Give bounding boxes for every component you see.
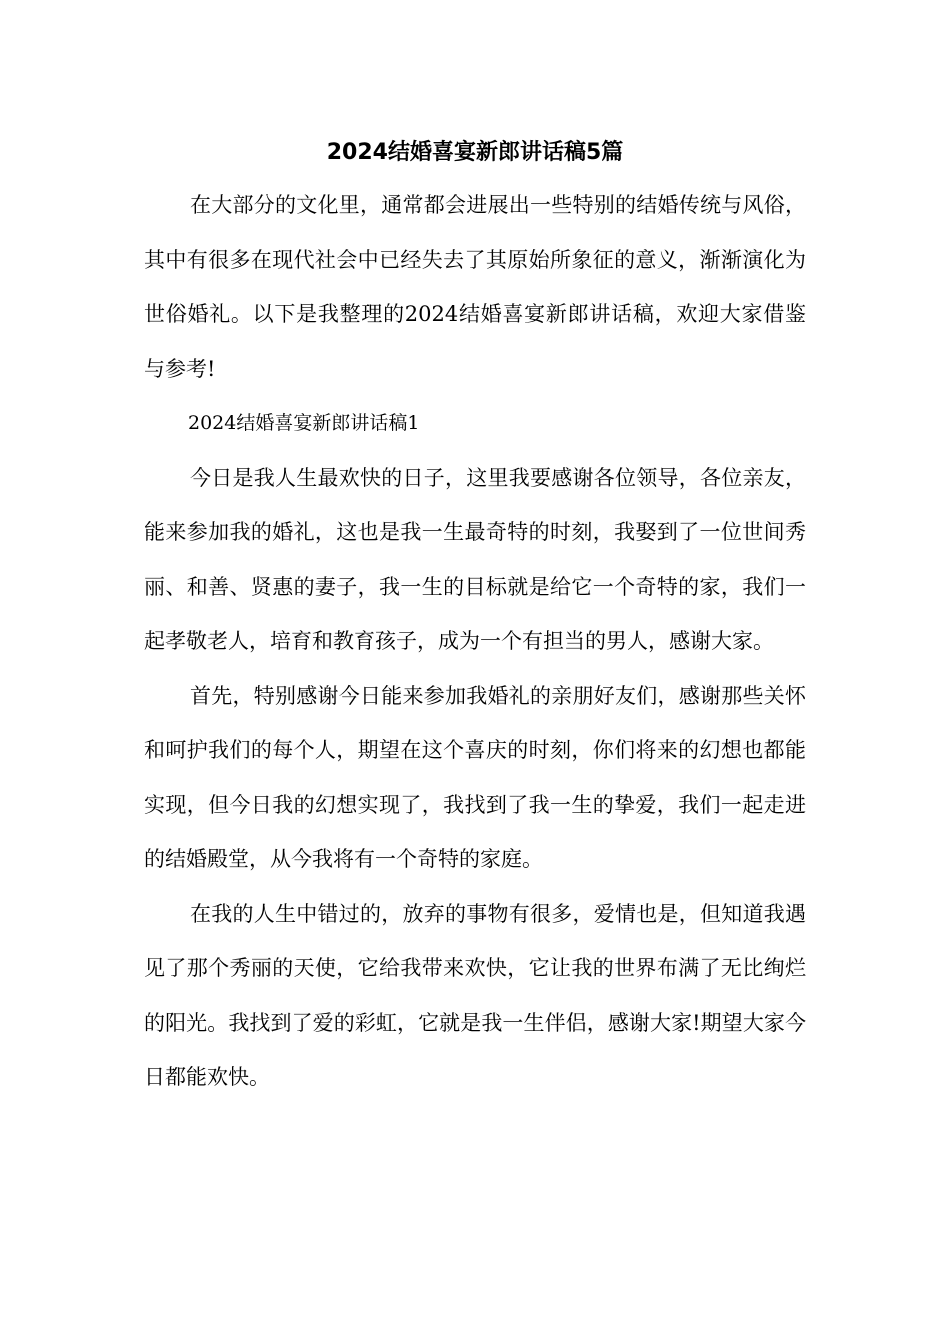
document-body: [144, 128, 806, 1105]
body-paragraph: 今日是我人生最欢快的日子，这里我要感谢各位领导，各位亲友，能来参加我的婚礼，这也是我一生最奇特的时刻，我娶到了一位世间秀丽、和善、贤惠的妻子，我一生的目标就是给它一个奇特的家，我们一起孝敬老人，培育和教育孩子，成为一个有担当的男人，感谢大家。: [144, 465, 806, 653]
body-paragraph: 在我的人生中错过的，放弃的事物有很多，爱情也是，但知道我遇见了那个秀丽的天使，它给我带来欢快，它让我的世界布满了无比绚烂的阳光。我找到了爱的彩虹，它就是我一生伴侣，感谢大家!期望大家今日都能欢快。: [144, 901, 806, 1089]
document-title: 2024结婚喜宴新郎讲话稿5篇: [326, 140, 624, 165]
section-heading: 2024结婚喜宴新郎讲话稿1: [188, 412, 420, 434]
body-paragraph: 首先，特别感谢今日能来参加我婚礼的亲朋好友们，感谢那些关怀和呵护我们的每个人，期望在这个喜庆的时刻，你们将来的幻想也都能实现，但今日我的幻想实现了，我找到了我一生的挚爱，我们一起走进的结婚殿堂，从今我将有一个奇特的家庭。: [144, 683, 806, 871]
intro-paragraph: 在大部分的文化里，通常都会进展出一些特别的结婚传统与风俗，其中有很多在现代社会中已经失去了其原始所象征的意义，渐渐演化为世俗婚礼。以下是我整理的2024结婚喜宴新郎讲话稿，欢迎大家借鉴与参考!: [144, 193, 806, 381]
